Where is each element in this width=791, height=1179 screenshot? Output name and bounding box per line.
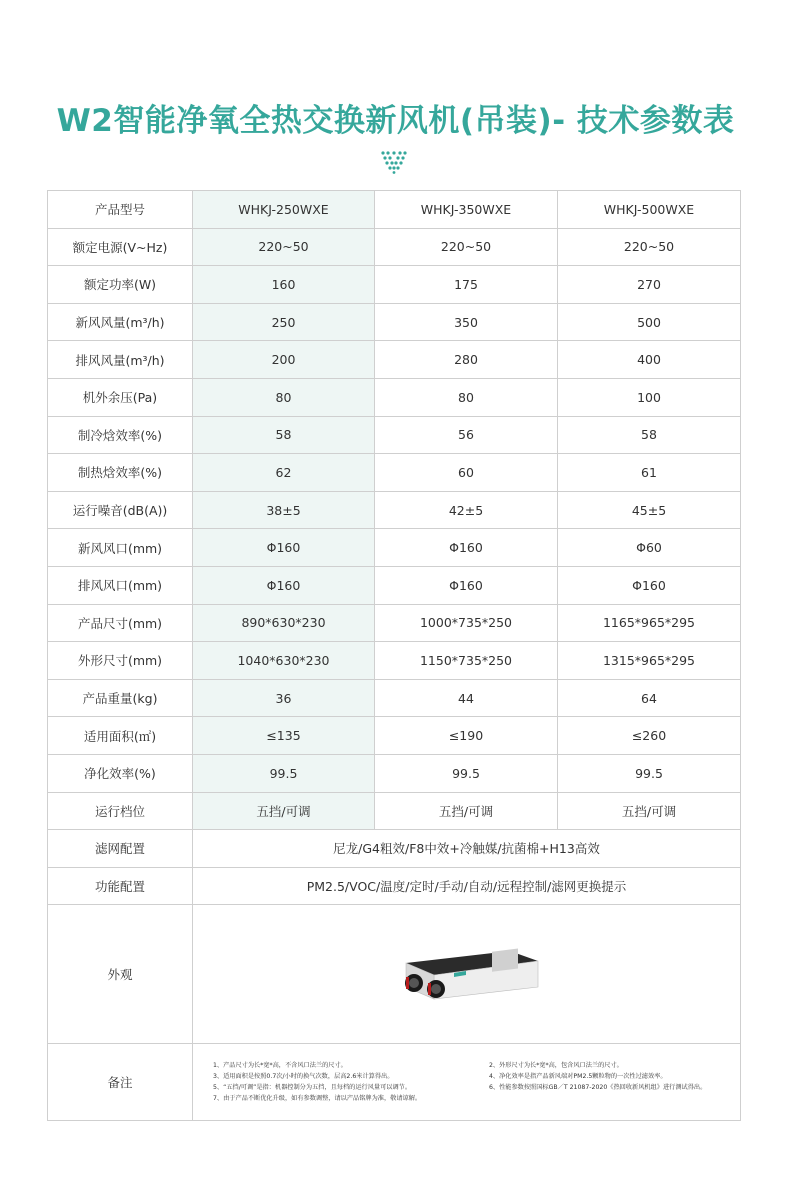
row-label: 新风风口(mm) <box>48 529 193 567</box>
table-row <box>48 604 741 642</box>
value-cell: ≤190 <box>375 717 558 755</box>
value-cell: 42±5 <box>375 491 558 529</box>
remark-item: 4、净化效率是指产品新风端对PM2.5颗粒物的一次性过滤效率。 <box>489 1073 667 1081</box>
table-row <box>48 491 741 529</box>
table-row <box>48 378 741 416</box>
table-row <box>48 454 741 492</box>
row-label: 适用面积(㎡) <box>48 717 193 755</box>
model-cell: WHKJ-350WXE <box>375 191 558 229</box>
row-label: 产品重量(kg) <box>48 679 193 717</box>
value-cell: 99.5 <box>558 754 741 792</box>
value-cell: 99.5 <box>375 754 558 792</box>
value-cell: 58 <box>558 416 741 454</box>
value-cell: 64 <box>558 679 741 717</box>
table-row <box>48 529 741 567</box>
table-row <box>48 679 741 717</box>
table-row <box>48 341 741 379</box>
appearance-cell <box>193 905 741 1044</box>
row-label: 外形尺寸(mm) <box>48 642 193 680</box>
brand-logo-icon <box>381 150 407 174</box>
table-row <box>48 228 741 266</box>
value-cell: 五挡/可调 <box>558 792 741 830</box>
value-cell: Φ160 <box>375 529 558 567</box>
filter-value: 尼龙/G4粗效/F8中效+冷触媒/抗菌棉+H13高效 <box>193 830 741 868</box>
value-cell: 220~50 <box>193 228 375 266</box>
ventilation-unit-image <box>392 939 542 1009</box>
value-cell: 80 <box>375 378 558 416</box>
row-label: 额定电源(V~Hz) <box>48 228 193 266</box>
row-label: 运行档位 <box>48 792 193 830</box>
value-cell: 890*630*230 <box>193 604 375 642</box>
value-cell: 220~50 <box>558 228 741 266</box>
value-cell: 1165*965*295 <box>558 604 741 642</box>
spec-table <box>47 190 741 1121</box>
row-label: 额定功率(W) <box>48 266 193 304</box>
remark-item: 3、适用面积是按照0.7次/小时的换气次数，层高2.6米计算得出。 <box>213 1073 394 1081</box>
row-label: 制冷焓效率(%) <box>48 416 193 454</box>
value-cell: 160 <box>193 266 375 304</box>
filter-row <box>48 830 741 868</box>
value-cell: 38±5 <box>193 491 375 529</box>
remarks-row <box>48 1044 741 1121</box>
value-cell: 61 <box>558 454 741 492</box>
value-cell: 1040*630*230 <box>193 642 375 680</box>
appearance-row <box>48 905 741 1044</box>
remarks-cell <box>193 1044 741 1121</box>
value-cell: Φ160 <box>558 566 741 604</box>
table-row <box>48 266 741 304</box>
table-row <box>48 792 741 830</box>
row-label: 外观 <box>48 905 193 1044</box>
value-cell: 99.5 <box>193 754 375 792</box>
value-cell: 58 <box>193 416 375 454</box>
value-cell: 60 <box>375 454 558 492</box>
value-cell: 1150*735*250 <box>375 642 558 680</box>
value-cell: Φ60 <box>558 529 741 567</box>
value-cell: 500 <box>558 303 741 341</box>
value-cell: Φ160 <box>375 566 558 604</box>
remark-item: 2、外形尺寸为长*宽*高，包含风口法兰的尺寸。 <box>489 1062 623 1070</box>
function-value: PM2.5/VOC/温度/定时/手动/自动/远程控制/滤网更换提示 <box>193 867 741 905</box>
row-label: 净化效率(%) <box>48 754 193 792</box>
table-row <box>48 566 741 604</box>
remark-item: 6、性能参数按照国标GB／T 21087-2020《热回收新风机组》进行测试得出。 <box>489 1083 707 1091</box>
header-row <box>48 191 741 229</box>
value-cell: 36 <box>193 679 375 717</box>
table-row <box>48 717 741 755</box>
row-label: 滤网配置 <box>48 830 193 868</box>
row-label: 备注 <box>48 1044 193 1121</box>
value-cell: 100 <box>558 378 741 416</box>
value-cell: 220~50 <box>375 228 558 266</box>
value-cell: 五挡/可调 <box>375 792 558 830</box>
row-label: 排风风口(mm) <box>48 566 193 604</box>
row-label: 功能配置 <box>48 867 193 905</box>
value-cell: 350 <box>375 303 558 341</box>
value-cell: 250 <box>193 303 375 341</box>
value-cell: 270 <box>558 266 741 304</box>
value-cell: 1000*735*250 <box>375 604 558 642</box>
remark-item: 1、产品尺寸为长*宽*高，不含风口法兰的尺寸。 <box>213 1062 347 1070</box>
row-label: 排风风量(m³/h) <box>48 341 193 379</box>
value-cell: 62 <box>193 454 375 492</box>
row-label: 产品型号 <box>48 191 193 229</box>
table-row <box>48 642 741 680</box>
table-row <box>48 754 741 792</box>
remark-item: 7、由于产品不断优化升级，如有参数调整，请以产品铭牌为准，敬请谅解。 <box>213 1094 422 1102</box>
function-row <box>48 867 741 905</box>
row-label: 机外余压(Pa) <box>48 378 193 416</box>
row-label: 制热焓效率(%) <box>48 454 193 492</box>
value-cell: 280 <box>375 341 558 379</box>
table-row <box>48 416 741 454</box>
value-cell: 五挡/可调 <box>193 792 375 830</box>
value-cell: 44 <box>375 679 558 717</box>
value-cell: 1315*965*295 <box>558 642 741 680</box>
value-cell: Φ160 <box>193 529 375 567</box>
value-cell: 56 <box>375 416 558 454</box>
value-cell: 80 <box>193 378 375 416</box>
value-cell: 400 <box>558 341 741 379</box>
page-title: W2智能净氧全热交换新风机(吊装)- 技术参数表 <box>56 103 735 139</box>
row-label: 运行噪音(dB(A)) <box>48 491 193 529</box>
value-cell: ≤135 <box>193 717 375 755</box>
value-cell: 45±5 <box>558 491 741 529</box>
row-label: 产品尺寸(mm) <box>48 604 193 642</box>
table-row <box>48 303 741 341</box>
row-label: 新风风量(m³/h) <box>48 303 193 341</box>
value-cell: 175 <box>375 266 558 304</box>
value-cell: 200 <box>193 341 375 379</box>
model-cell: WHKJ-500WXE <box>558 191 741 229</box>
value-cell: Φ160 <box>193 566 375 604</box>
remark-item: 5、“五挡/可调”是指：机器控制分为五挡，且每档的运行风量可以调节。 <box>213 1083 412 1091</box>
model-cell: WHKJ-250WXE <box>193 191 375 229</box>
value-cell: ≤260 <box>558 717 741 755</box>
